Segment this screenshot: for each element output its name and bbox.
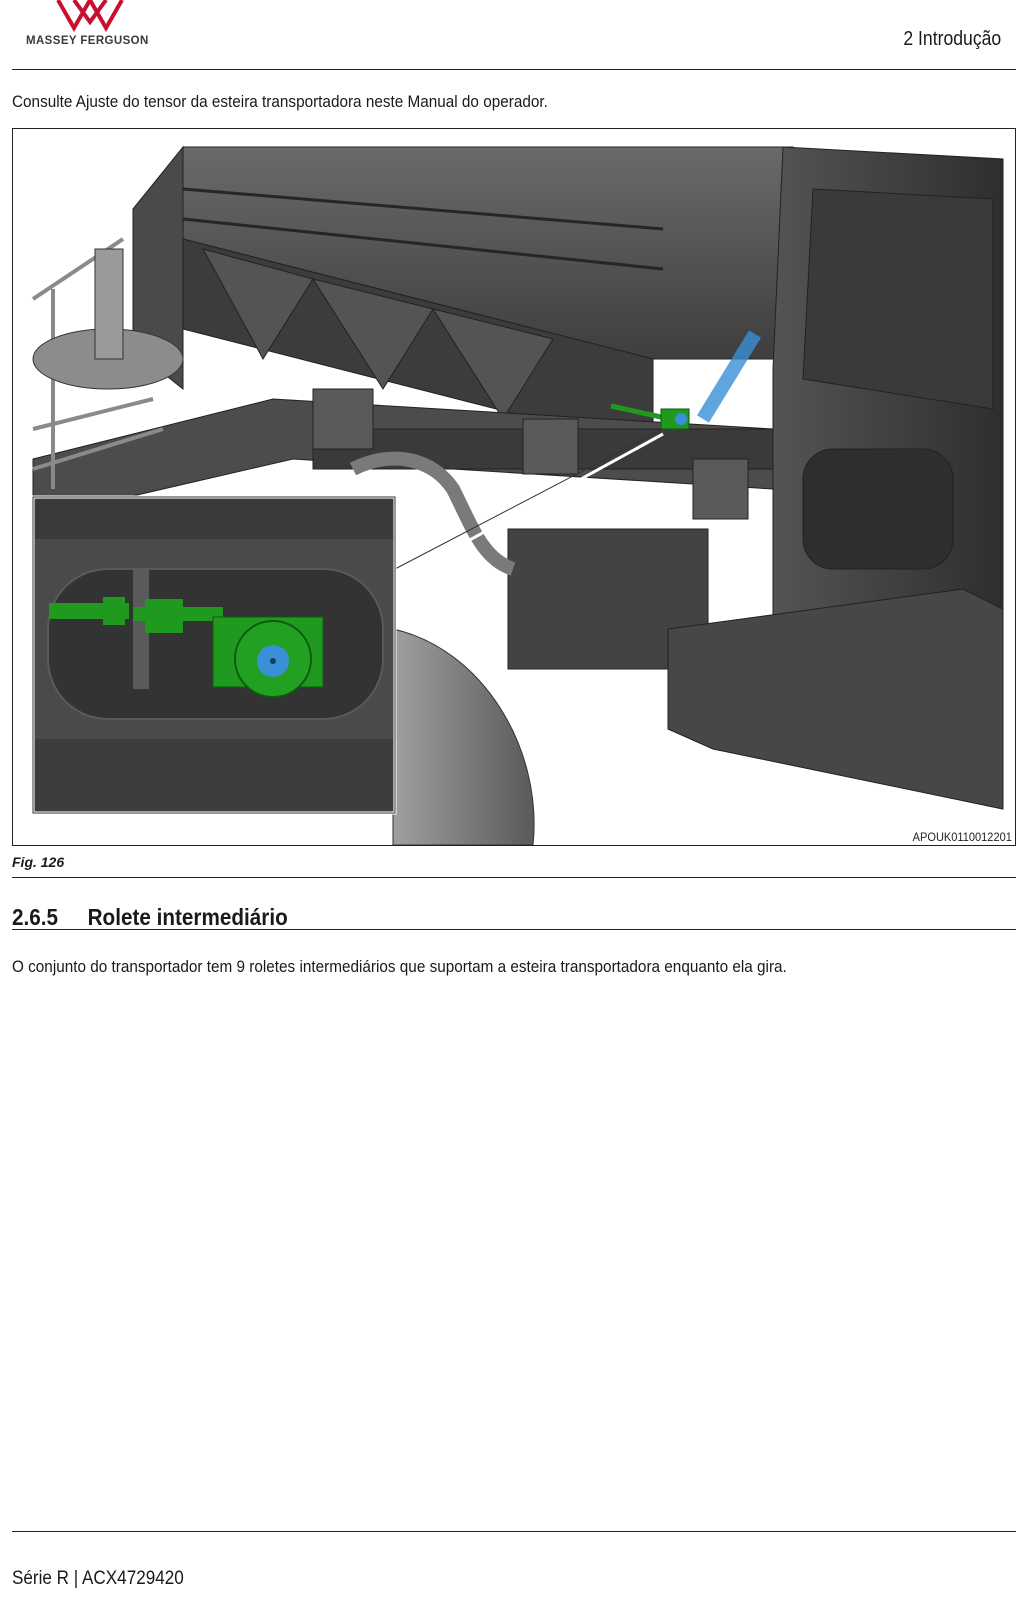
figure-caption: Fig. 126 [12,854,65,870]
footer-divider [12,1531,1016,1532]
chapter-title: 2 Introdução [903,28,1001,50]
conveyor-illustration [13,129,1015,845]
section-body: O conjunto do transportador tem 9 roletes intermediários que suportam a esteira transportadora enquanto ela gira. [12,957,787,976]
page-footer: Série R | ACX4729420 [12,1568,184,1589]
brand-name: MASSEY FERGUSON [26,35,149,47]
massey-ferguson-logo [24,0,164,52]
section-number: 2.6.5 [12,904,59,930]
section-divider-top [12,877,1016,878]
intro-text: Consulte Ajuste do tensor da esteira transportadora neste Manual do operador. [12,92,548,111]
figure-code: APOUK0110012201 [912,830,1012,844]
section-title: Rolete intermediário [87,904,288,930]
section-heading [12,904,288,931]
figure-126 [12,128,1016,846]
triple-triangle-logo-icon [56,0,126,32]
section-divider-bottom [12,929,1016,930]
header-divider [12,69,1016,70]
page-header [0,0,1028,70]
